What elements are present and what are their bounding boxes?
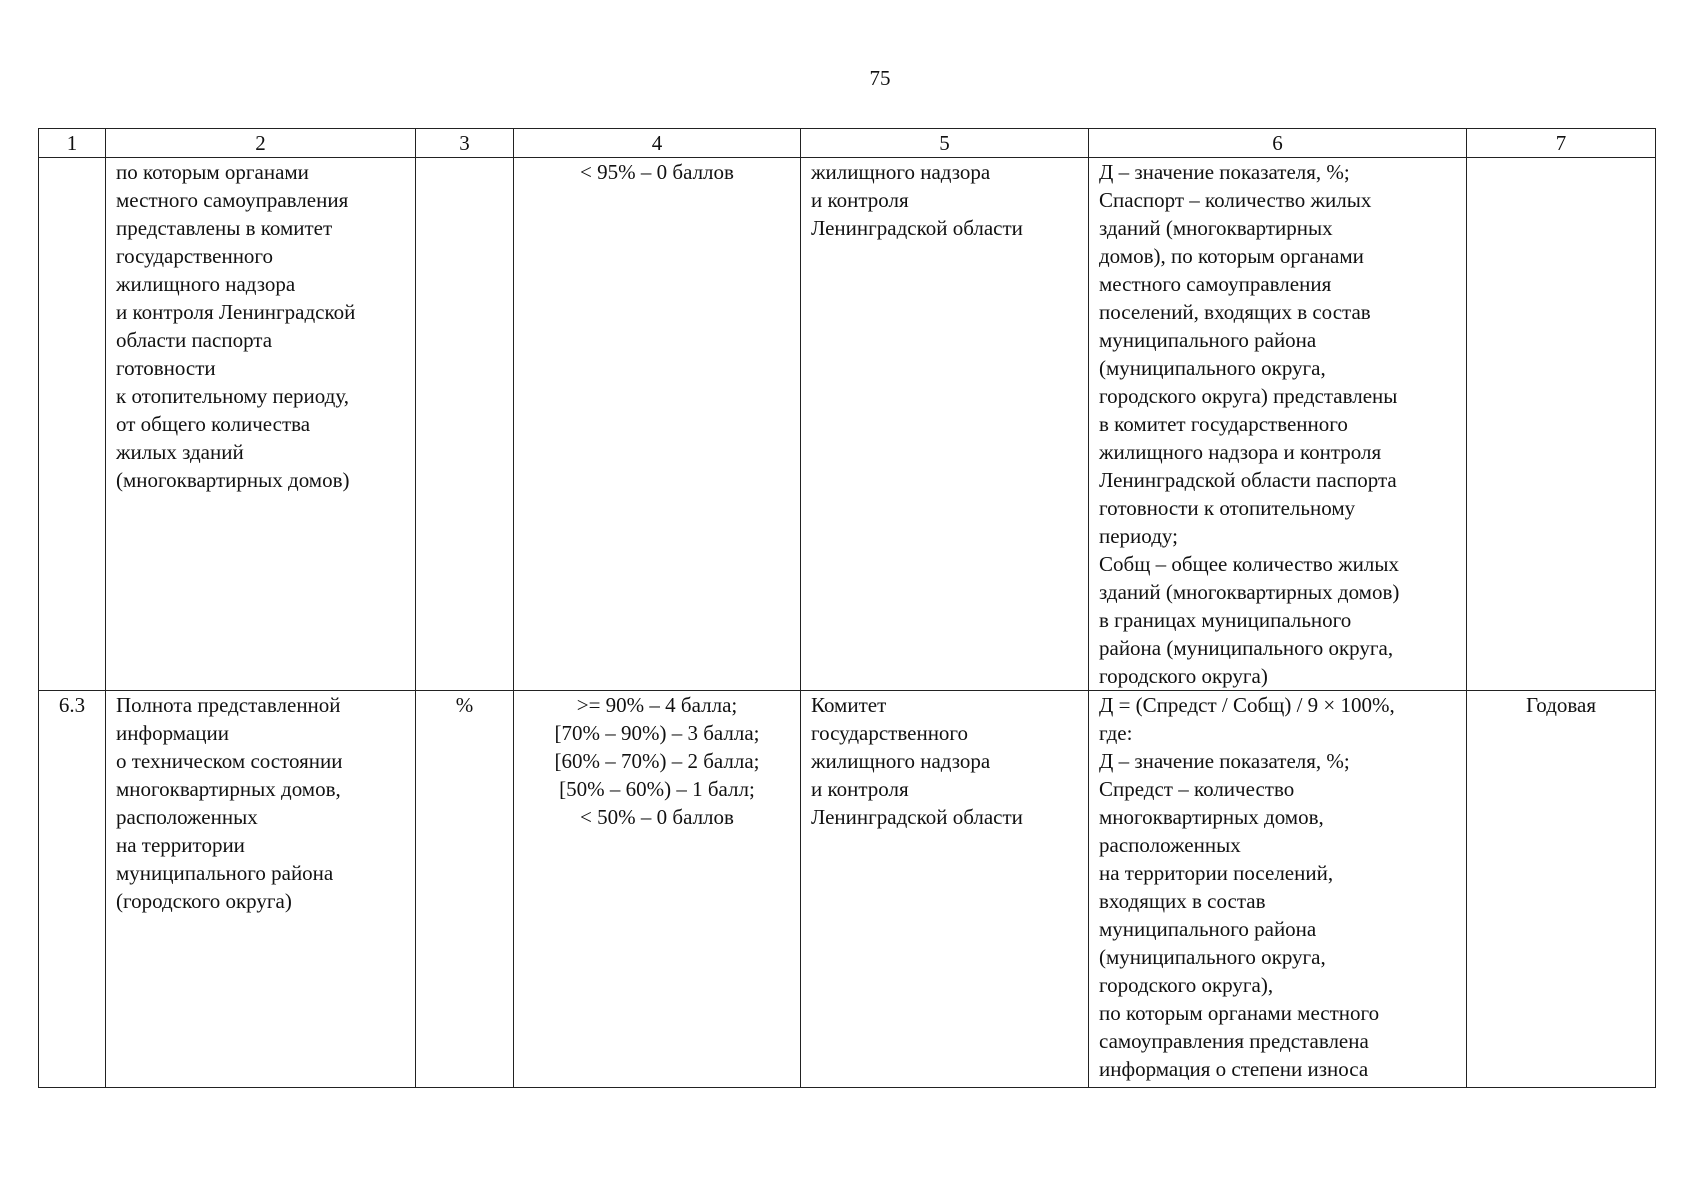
formula-cell: Д = (Спредст / Собщ) / 9 × 100%, где: Д – значение показателя, %; Спредст – количество многоквартирных домов, расположенных на территории поселений, входящих в состав муниципального района (муниципального округа, городского округа), по которым органами местного самоуправления представлена информация о степени износа <box>1089 691 1467 1088</box>
column-header: 3 <box>416 129 514 158</box>
formula-cell: Д – значение показателя, %; Спаспорт – количество жилых зданий (многоквартирных домов), по которым органами местного самоуправления поселений, входящих в состав муниципального района (муниципального округа, городского округа) представлены в комитет государственного жилищного надзора и контроля Ленинградской области паспорта готовности к отопительному периоду; Собщ – общее количество жилых зданий (многоквартирных домов) в границах муниципального района (муниципального округа, городского округа) <box>1089 158 1467 691</box>
scale-cell: < 95% – 0 баллов <box>514 158 801 691</box>
page-number: 75 <box>869 66 891 90</box>
column-header: 5 <box>801 129 1089 158</box>
table-row <box>39 158 1656 691</box>
indicator-name-cell: по которым органами местного самоуправления представлены в комитет государственного жилищного надзора и контроля Ленинградской области паспорта готовности к отопительному периоду, от общего количества жилых зданий (многоквартирных домов) <box>106 158 416 691</box>
periodicity-cell: Годовая <box>1467 691 1656 1088</box>
column-header: 7 <box>1467 129 1656 158</box>
periodicity-cell <box>1467 158 1656 691</box>
column-header: 1 <box>39 129 106 158</box>
table-header-row <box>39 129 1656 158</box>
unit-cell: % <box>416 691 514 1088</box>
indicator-name-cell: Полнота представленной информации о техническом состоянии многоквартирных домов, расположенных на территории муниципального района (городского округа) <box>106 691 416 1088</box>
column-header: 4 <box>514 129 801 158</box>
table-row <box>39 691 1656 1088</box>
source-cell: Комитет государственного жилищного надзора и контроля Ленинградской области <box>801 691 1089 1088</box>
indicators-table <box>38 128 1656 1088</box>
row-number-cell <box>39 158 106 691</box>
source-cell: жилищного надзора и контроля Ленинградской области <box>801 158 1089 691</box>
unit-cell <box>416 158 514 691</box>
column-header: 6 <box>1089 129 1467 158</box>
scale-cell: >= 90% – 4 балла; [70% – 90%) – 3 балла; [60% – 70%) – 2 балла; [50% – 60%) – 1 балл; < 50% – 0 баллов <box>514 691 801 1088</box>
row-number-cell: 6.3 <box>39 691 106 1088</box>
column-header: 2 <box>106 129 416 158</box>
